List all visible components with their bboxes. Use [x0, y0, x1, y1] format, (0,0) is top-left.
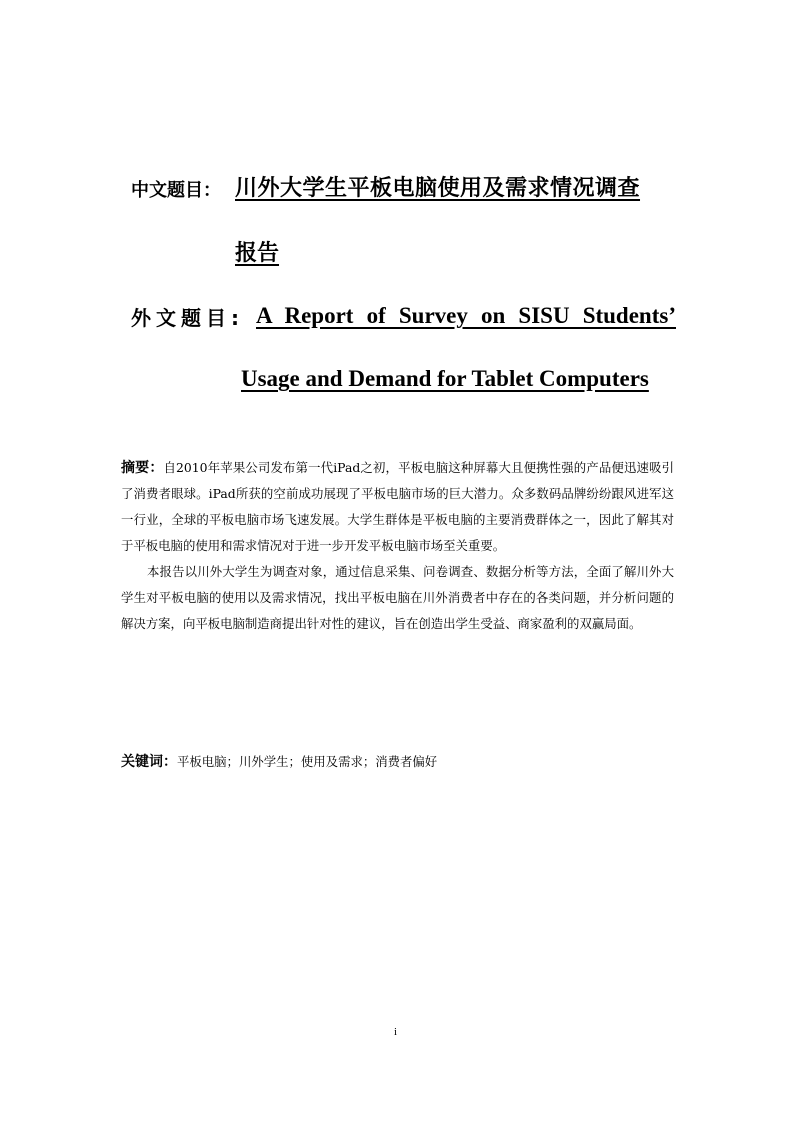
- keywords-line: [121, 750, 437, 774]
- abstract-paragraph-1: [121, 455, 674, 559]
- keywords-heading: 关键词：: [121, 754, 177, 770]
- abstract-section: [121, 455, 674, 637]
- english-title-line-2: Usage and Demand for Tablet Computers: [241, 366, 649, 391]
- foreign-title-label: 外文题目:: [131, 306, 244, 330]
- chinese-title-label: 中文题目：: [131, 180, 221, 201]
- abstract-paragraph-1-text: 自2010年苹果公司发布第一代iPad之初，平板电脑这种屏幕大且便携性强的产品便迅速吸引了消费者眼球。iPad所获的空前成功展现了平板电脑市场的巨大潜力。众多数码品牌纷纷跟风进军这一行业，全球的平板电脑市场飞速发展。大学生群体是平板电脑的主要消费群体之一，因此了解其对于平板电脑的使用和需求情况对于进一步开发平板电脑市场至关重要。: [121, 460, 674, 553]
- chinese-title-line-2: 报告: [235, 241, 280, 266]
- abstract-heading: 摘要：: [121, 460, 164, 476]
- page-number: i: [394, 1026, 398, 1038]
- chinese-title-line-1: 川外大学生平板电脑使用及需求情况调查: [235, 176, 641, 201]
- english-title-line-1: A Report of Survey on SISU Students’: [256, 303, 676, 328]
- abstract-paragraph-2: 本报告以川外大学生为调查对象，通过信息采集、问卷调查、数据分析等方法，全面了解川外大学生对平板电脑的使用以及需求情况，找出平板电脑在川外消费者中存在的各类问题，并分析问题的解决方案，向平板电脑制造商提出针对性的建议，旨在创造出学生受益、商家盈利的双赢局面。: [121, 564, 674, 631]
- keywords-text: 平板电脑；川外学生；使用及需求；消费者偏好: [177, 754, 438, 769]
